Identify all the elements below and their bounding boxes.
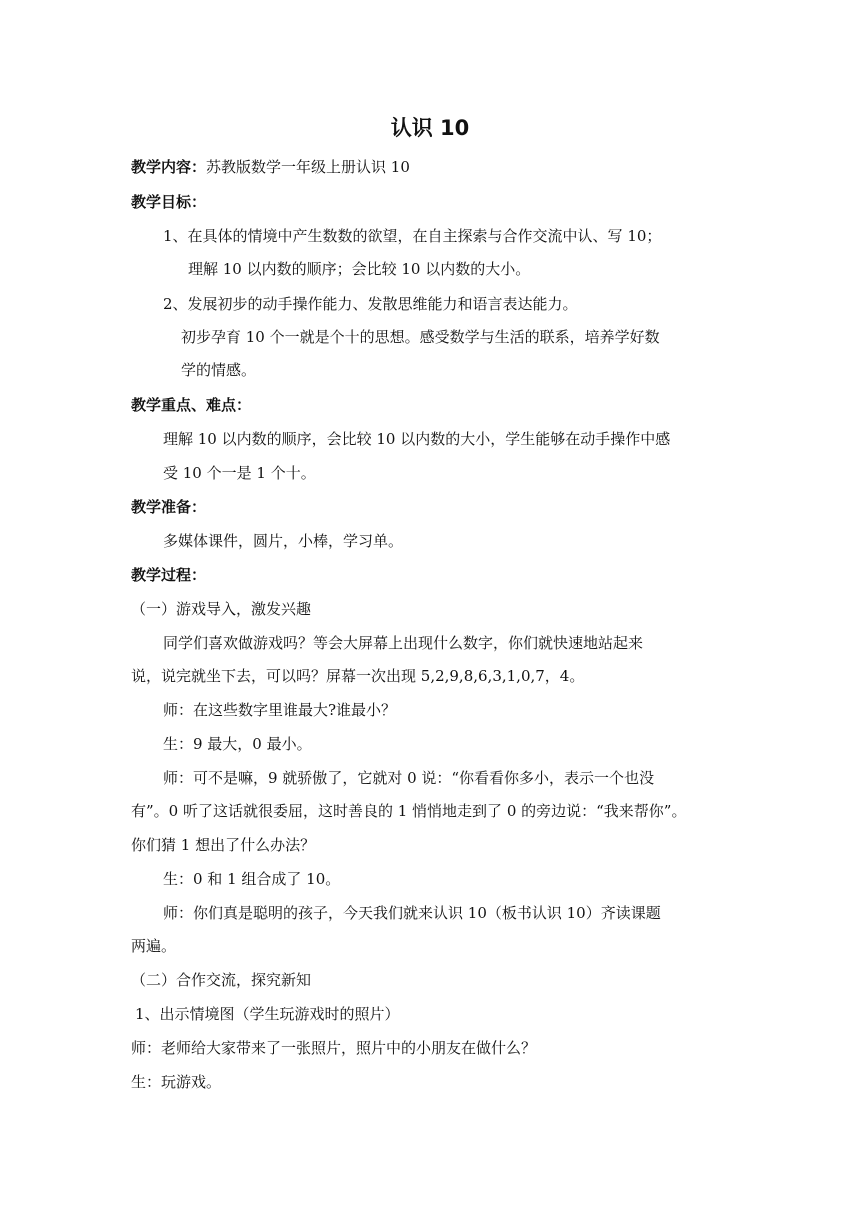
prep-heading: 教学准备： bbox=[131, 498, 207, 516]
goals-heading: 教学目标： bbox=[131, 193, 207, 211]
section-1-heading: （一）游戏导入，激发兴趣 bbox=[131, 600, 312, 618]
content-text: 苏教版数学一年级上册认识 10 bbox=[206, 158, 410, 176]
content-line bbox=[131, 157, 410, 177]
paragraph-line: 有”。0 听了这话就很委屈，这时善良的 1 悄悄地走到了 0 的旁边说：“我来帮你”。 bbox=[131, 802, 687, 820]
paragraph-line: 生：9 最大，0 最小。 bbox=[163, 735, 312, 753]
paragraph-line: 生：玩游戏。 bbox=[131, 1073, 222, 1091]
goals-line-4: 初步孕育 10 个一就是个十的思想。感受数学与生活的联系，培养学好数 bbox=[181, 328, 660, 346]
prep-line-1: 多媒体课件，圆片，小棒，学习单。 bbox=[163, 532, 404, 550]
paragraph-line: 同学们喜欢做游戏吗？等会大屏幕上出现什么数字，你们就快速地站起来 bbox=[163, 634, 644, 652]
goals-line-3: 2、发展初步的动手操作能力、发散思维能力和语言表达能力。 bbox=[163, 295, 578, 313]
keypoints-line-1: 理解 10 以内数的顺序，会比较 10 以内数的大小，学生能够在动手操作中感 bbox=[163, 430, 671, 448]
paragraph-line: 生：0 和 1 组合成了 10。 bbox=[163, 870, 341, 888]
paragraph-line: 师：老师给大家带来了一张照片，照片中的小朋友在做什么？ bbox=[131, 1039, 537, 1057]
paragraph-line: 两遍。 bbox=[131, 937, 177, 955]
goals-line-5: 学的情感。 bbox=[181, 361, 257, 379]
paragraph-line: 说，说完就坐下去，可以吗？屏幕一次出现 5,2,9,8,6,3,1,0,7，4。 bbox=[131, 667, 585, 685]
keypoints-line-2: 受 10 个一是 1 个十。 bbox=[163, 464, 316, 482]
section-2-heading: （二）合作交流，探究新知 bbox=[131, 971, 312, 989]
paragraph-line: 你们猜 1 想出了什么办法？ bbox=[131, 836, 316, 854]
page-title: 认识 10 bbox=[390, 116, 470, 140]
keypoints-heading: 教学重点、难点： bbox=[131, 396, 252, 414]
paragraph-line: 师：在这些数字里谁最大?谁最小？ bbox=[163, 701, 397, 719]
process-heading: 教学过程： bbox=[131, 566, 207, 584]
goals-line-1: 1、在具体的情境中产生数数的欲望，在自主探索与合作交流中认、写 10； bbox=[163, 227, 662, 245]
paragraph-line: 师：可不是嘛，9 就骄傲了，它就对 0 说：“你看看你多小，表示一个也没 bbox=[163, 769, 655, 787]
section-2-item-1: 1、出示情境图（学生玩游戏时的照片） bbox=[135, 1005, 400, 1023]
paragraph-line: 师：你们真是聪明的孩子，今天我们就来认识 10（板书认识 10）齐读课题 bbox=[163, 904, 661, 922]
goals-line-2: 理解 10 以内数的顺序；会比较 10 以内数的大小。 bbox=[188, 260, 531, 278]
content-label: 教学内容： bbox=[131, 158, 207, 176]
